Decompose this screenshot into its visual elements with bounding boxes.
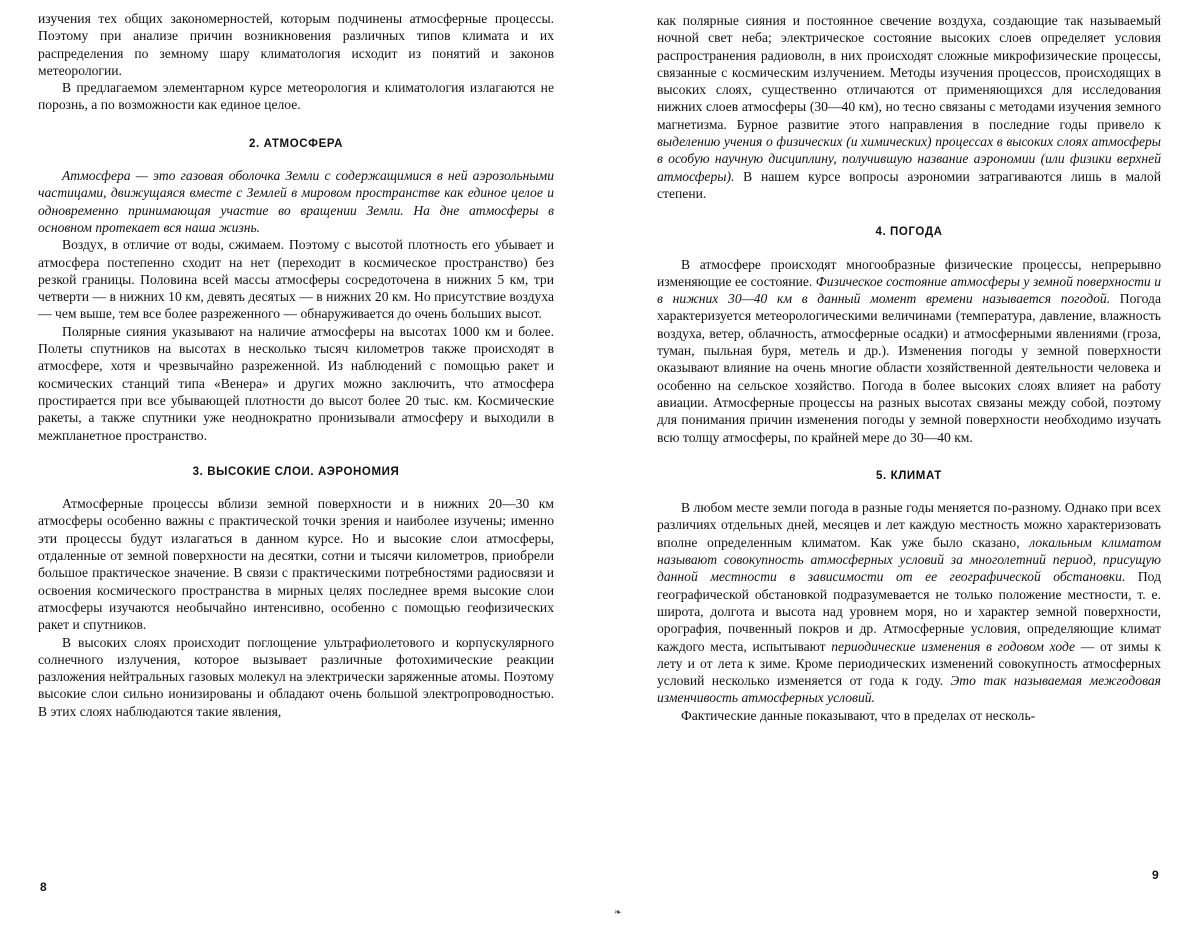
text-run: — от зимы к лету и от лета к зиме. Кроме периодических изменений совокупность атмосферных условий несколько изменяется от года к году. bbox=[657, 638, 1162, 689]
paragraph: В предлагаемом элементарном курсе метеорология и климатология излагаются не порознь, а по возможности как единое целое. bbox=[38, 80, 554, 113]
section-heading-high-layers: 3. ВЫСОКИЕ СЛОИ. АЭРОНОМИЯ bbox=[192, 465, 400, 478]
text-run: В любом месте земли погода в разные годы меняется по-разному. Однако при всех различиях отдельных дней, месяцев и лет каждую местность можно характеризовать вполне определенным климатом. Как уже было сказано, bbox=[657, 500, 1161, 550]
italic-run: Физическое состояние атмосферы у земной поверхности и в нижних 30—40 км в данный момент времени называется погодой. bbox=[657, 273, 1161, 307]
italic-run: локальным климатом называют совокупность атмосферных условий за многолетний период, присущую данной местности в зависимости от ее географической обстановки. bbox=[657, 534, 1161, 585]
text-run: Под географической обстановкой подразумевается не только положение местности, т. е. широта, долгота и высота над уровнем моря, но и характер земной поверхности, орография, почвенный покров и др. Атмосферные условия, определяющие климат каждого места, испытывают bbox=[657, 569, 1161, 654]
text-run: как полярные сияния и постоянное свечение воздуха, создающие так называемый ночной свет неба; электрическое состояние высоких слоев определяет условия распространения радиоволн, в них происходят сложные микрофизические процессы, связанные с космическим излучением. Методы изучения процессов, происходящих в высоких слоях, существенно отличаются от применяющихся для исследования нижних слоев атмосферы (30—40 км), но тесно связаны с методами изучения земного магнетизма. Бурное развитие этого направления в последние годы привело к bbox=[657, 13, 1161, 132]
italic-run: Это так называемая межгодовая изменчивость атмосферных условий. bbox=[657, 673, 1161, 706]
section-heading-climate: 5. КЛИМАТ bbox=[876, 469, 942, 482]
text-run: В нашем курсе вопросы аэрономии затрагиваются лишь в малой степени. bbox=[657, 168, 1161, 201]
paragraph: Воздух, в отличие от воды, сжимаем. Поэтому с высотой плотность его убывает и атмосфера постепенно сходит на нет (переходит в космическое пространство) без резкой границы. Половина всей массы атмосферы сосредоточена в нижних 5 км, три четверти — в нижних 10 км, девять десятых — в нижних 20 км. Но присутствие воздуха — чем выше, тем все более разреженного — обнаруживается до очень больших высот. bbox=[38, 237, 554, 322]
italic-run: выделению учения о физических (и химических) процессах в высоких слоях атмосферы в особую научную дисциплину, получившую название аэрономии (или физики верхней атмосферы). bbox=[657, 134, 1161, 184]
paragraph: Атмосферные процессы вблизи земной поверхности и в нижних 20—30 км атмосферы особенно важны с практической точки зрения и наиболее изучены; именно эти процессы будут излагаться в данном курсе. Но и высокие слои атмосферы, отдаленные от земной поверхности на десятки, сотни и тысячи километров, приобрели большое практическое значение. В связи с практическими потребностями радиосвязи и освоения космического пространства в мирных целях последнее время высокие слои атмосферы изучаются необычайно интенсивно, особенно с помощью геофизических ракет и спутников. bbox=[38, 496, 554, 633]
paragraph: изучения тех общих закономерностей, которым подчинены атмосферные процессы. Поэтому при анализе причин возникновения различных типов климата и их распределения по земному шару климатология исходит из понятий и законов метеорологии. bbox=[38, 11, 554, 78]
page-number: 9 bbox=[1152, 868, 1159, 882]
scan-mark-icon: ❧ bbox=[614, 908, 622, 918]
paragraph: Фактические данные показывают, что в пределах от несколь- bbox=[681, 707, 1036, 723]
text-run: В атмосфере происходят многообразные физические процессы, непрерывно изменяющие ее состояние. bbox=[657, 256, 1161, 289]
left-text-column bbox=[38, 10, 554, 720]
italic-run: периодические изменения в годовом ходе bbox=[831, 638, 1076, 654]
paragraph bbox=[657, 256, 1161, 446]
section-heading-atmosphere: 2. АТМОСФЕРА bbox=[248, 137, 344, 150]
paragraph bbox=[657, 499, 1161, 707]
text-run: Погода характеризуется метеорологическими величинами (температура, давление, влажность воздуха, ветер, облачность, атмосферные осадки) и атмосферными явлениями (гроза, туман, пыльная буря, метель и др.). Изменения погоды у земной поверхности оказывают влияние на очень многие области хозяйственной деятельности человека и особенно на сельское хозяйство. Погода в более высоких слоях влияет на работу авиации. Атмосферные процессы на разных высотах связаны между собой, поэтому для понимания причин изменения погоды у земной поверхности необходимо изучать всю толщу атмосферы, по крайней мере до 30—40 км. bbox=[657, 291, 1161, 445]
paragraph: В высоких слоях происходит поглощение ультрафиолетового и корпускулярного солнечного излучения, которое вызывает различные фотохимические реакции разложения нейтральных газовых молекул на электрически заряженные атомы. Поэтому высокие слои сильно ионизированы и обладают очень большой электропроводностью. В этих слоях наблюдаются такие явления, bbox=[38, 634, 554, 719]
section-heading-weather: 4. ПОГОДА bbox=[875, 226, 943, 239]
paragraph: Полярные сияния указывают на наличие атмосферы на высотах 1000 км и более. Полеты спутников на высотах в несколько тысяч километров также происходят в атмосфере, хотя и чрезвычайно разреженной. Из наблюдений с помощью ракет и космических станций типа «Венера» и других можно заключить, что атмосфера простирается при все убывающей плотности до высот более 20 тыс. км. Космические ракеты, а также спутники уже неоднократно пронизывали атмосферу и выходили в межпланетное пространство. bbox=[38, 323, 554, 443]
definition-paragraph: Атмосфера — это газовая оболочка Земли с содержащимися в ней аэрозольными частицами, движущаяся вместе с Землей в мировом пространстве как единое целое и одновременно принимающая участие во вращении Земли. На дне атмосферы в основном протекает вся наша жизнь. bbox=[38, 168, 554, 235]
paragraph bbox=[657, 12, 1161, 202]
right-text-column bbox=[657, 12, 1161, 724]
page-number: 8 bbox=[40, 880, 47, 894]
